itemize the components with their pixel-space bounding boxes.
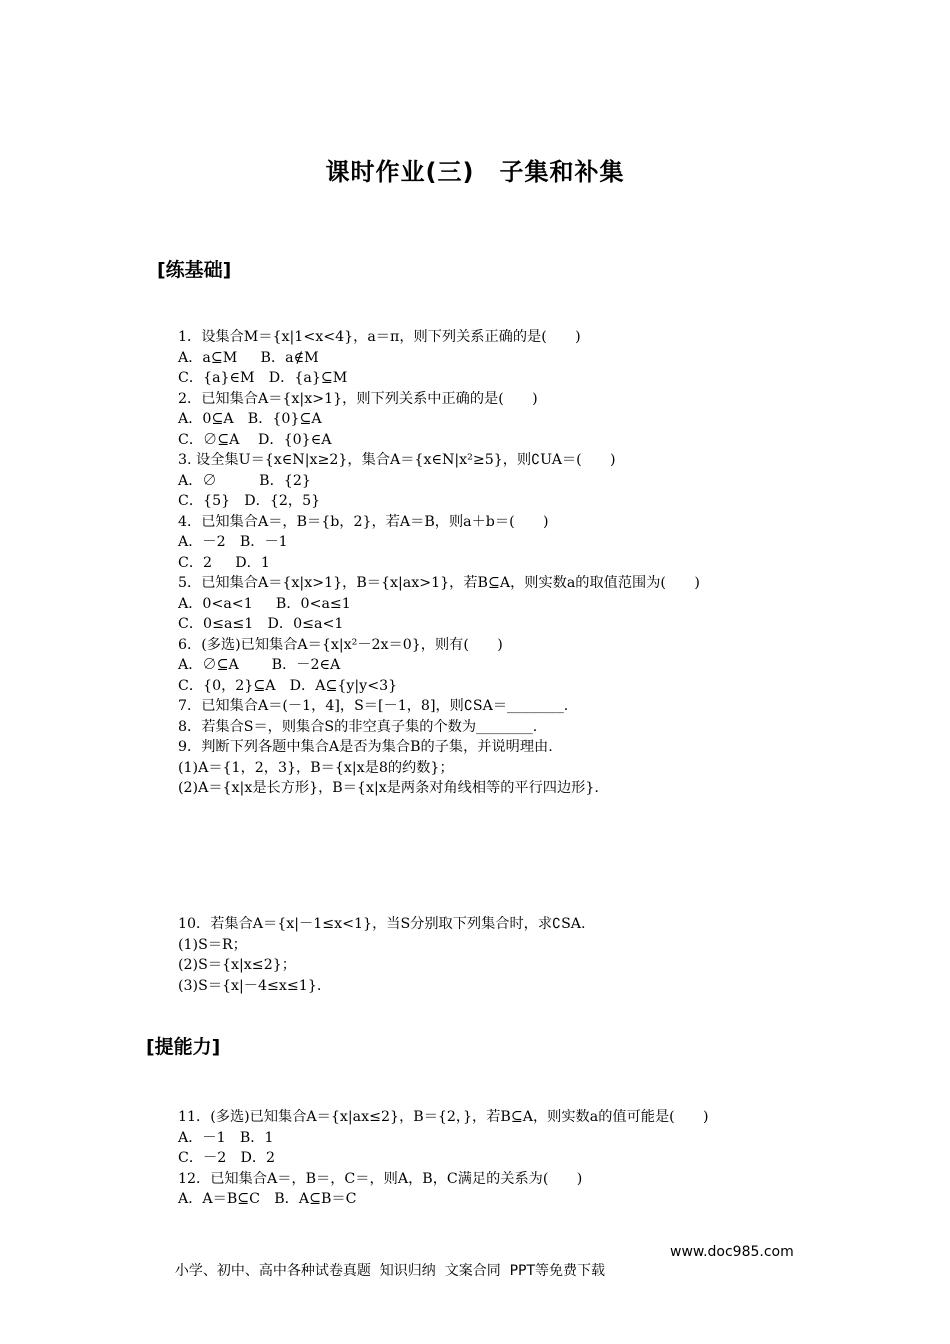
question-line: 8．若集合S＝，则集合S的非空真子集的个数为________.: [178, 718, 538, 735]
question-line: C．2 D．1: [178, 554, 270, 571]
question-line: C．0≤a≤1 D．0≤a<1: [178, 616, 344, 632]
question-line: 10．若集合A＝{x|－1≤x<1}，当S分别取下列集合时，求∁SA.: [178, 916, 586, 932]
question-line: (2)A＝{x|x是长方形}，B＝{x|x是两条对角线相等的平行四边形}.: [178, 780, 599, 796]
question-line: 4．已知集合A＝，B＝{b，2}，若A＝B，则a＋b＝( ): [178, 513, 549, 530]
question-line: C．{0，2}⊆A D．A⊆{y|y<3}: [178, 677, 398, 694]
question-line: (3)S＝{x|－4≤x≤1}.: [178, 977, 322, 994]
question-line: 11．(多选)已知集合A＝{x|ax≤2}，B＝{2，}，若B⊆A，则实数a的值可能是( ): [178, 1109, 709, 1125]
question-line: (1)A＝{1，2，3}，B＝{x|x是8的约数}；: [178, 759, 454, 776]
question-line: C．∅⊆A D．{0}∈A: [178, 431, 332, 448]
question-block-10: [178, 914, 586, 996]
question-line: 7．已知集合A＝(－1，4]，S＝[－1，8]，则∁SA＝________.: [178, 698, 569, 714]
question-line: (2)S＝{x|x≤2}；: [178, 957, 296, 973]
section-heading-basic: [练基础]: [157, 259, 232, 281]
question-line: 12．已知集合A＝，B＝，C＝，则A，B，C满足的关系为( ): [178, 1170, 583, 1187]
question-line: 9．判断下列各题中集合A是否为集合B的子集，并说明理由.: [178, 739, 553, 755]
page-title: 课时作业(三) 子集和补集: [325, 158, 625, 186]
question-block-advanced: [178, 1107, 709, 1210]
question-line: 1．设集合M＝{x|1<x<4}，a＝π，则下列关系正确的是( ): [178, 329, 581, 345]
question-line: 5．已知集合A＝{x|x>1}，B＝{x|ax>1}，若B⊆A，则实数a的取值范围为( ): [178, 575, 700, 591]
question-line: A．－1 B．1: [178, 1129, 274, 1146]
question-line: C．－2 D．2: [178, 1150, 276, 1166]
question-line: A．－2 B．－1: [178, 534, 288, 550]
question-line: A．a⊆M B．a∉M: [178, 349, 319, 366]
question-line: 6．(多选)已知集合A＝{x|x²－2x＝0}，则有( ): [178, 636, 503, 653]
page-footer: [166, 1244, 796, 1296]
footer-url[interactable]: www.doc985.com: [670, 1244, 794, 1260]
question-line: A．0⊆A B．{0}⊆A: [178, 411, 322, 427]
question-block-basic: [178, 327, 700, 799]
question-line: A．∅ B．{2}: [178, 472, 311, 489]
question-line: A．∅⊆A B．－2∈A: [178, 657, 341, 673]
footer-text: 小学、初中、高中各种试卷真题 知识归纳 文案合同 PPT等免费下载: [174, 1263, 606, 1279]
question-line: A．A＝B⊆C B．A⊆B＝C: [178, 1191, 357, 1207]
question-line: 2．已知集合A＝{x|x>1}，则下列关系中正确的是( ): [178, 390, 538, 407]
question-line: A．0<a<1 B．0<a≤1: [178, 595, 351, 612]
question-line: C．{5} D．{2，5}: [178, 493, 321, 509]
section-heading-advanced: [提能力]: [146, 1036, 221, 1058]
question-line: (1)S＝R；: [178, 936, 247, 953]
question-line: C．{a}∈M D．{a}⊆M: [178, 370, 348, 386]
question-line: 3. 设全集U＝{x∈N|x≥2}，集合A＝{x∈N|x²≥5}，则∁UA＝( ): [178, 452, 616, 468]
